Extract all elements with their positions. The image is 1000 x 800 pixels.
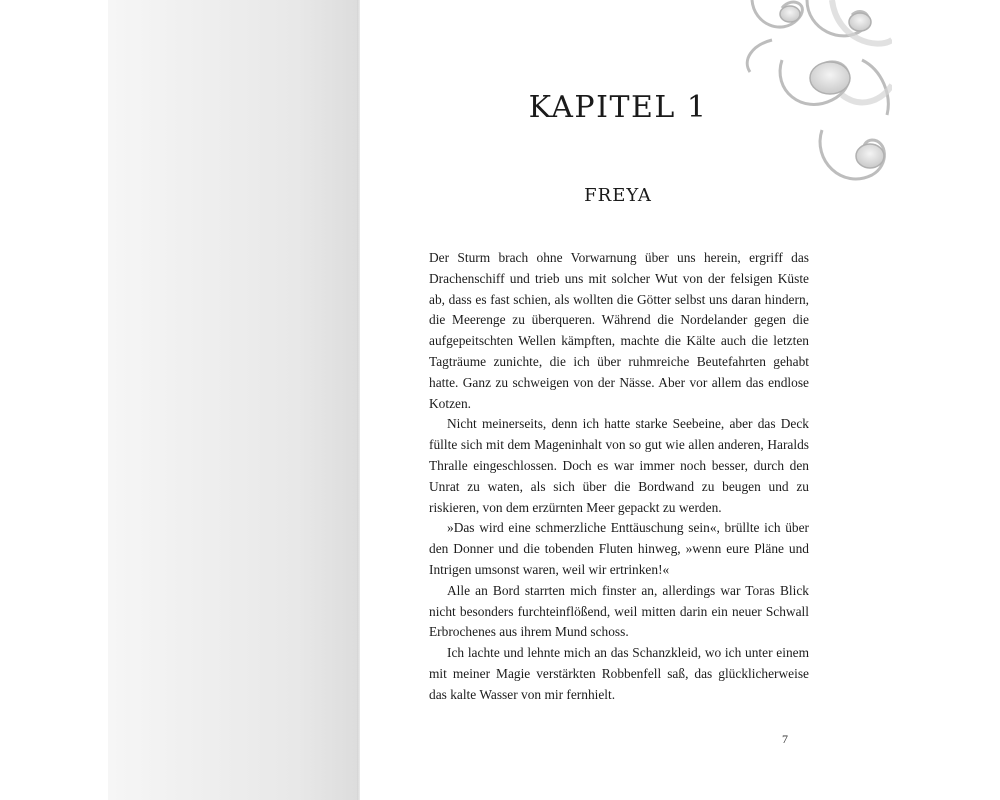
paragraph: Ich lachte und lehnte mich an das Schanzkleid, wo ich unter einem mit meiner Magie verstärkten Robbenfell saß, das glücklicherweise das kalte Wasser von mir fernhielt. — [429, 645, 809, 702]
paragraph: Der Sturm brach ohne Vorwarnung über uns herein, ergriff das Drachenschiff und trieb uns mit solcher Wut von der felsigen Küste ab, dass es fast schien, als wollten die Götter selbst uns daran hindern, die Meerenge zu überqueren. Während die Nordelander gegen die aufgepeitschten Wellen kämpften, machte die Kälte auch die letzten Tagträume zunichte, die ich über ruhmreiche Beutefahrten gehabt hatte. Ganz zu schweigen von der Nässe. Aber vor allem das endlose Kotzen. — [429, 250, 809, 411]
paragraph: Nicht meinerseits, denn ich hatte starke Seebeine, aber das Deck füllte sich mit dem Mageninhalt von so gut wie allen anderen, Haralds Thralle eingeschlossen. Doch es war immer noch besser, durch den Unrat zu waten, als sich über die Bordwand zu beugen und zu riskieren, von dem erzürnten Meer gepackt zu werden. — [429, 416, 809, 515]
chapter-body — [429, 248, 809, 706]
page-number: 7 — [782, 732, 788, 746]
paragraph: »Das wird eine schmerzliche Enttäuschung sein«, brüllte ich über den Donner und die tobenden Fluten hinweg, »wenn eure Pläne und Intrigen umsonst waren, weil wir ertrinken!« — [429, 520, 809, 577]
paragraph: Alle an Bord starrten mich finster an, allerdings war Toras Blick nicht besonders furchteinflößend, weil mitten darin ein neuer Schwall Erbrochenes aus ihrem Mund schoss. — [429, 582, 809, 640]
right-page — [360, 0, 892, 800]
left-page — [108, 0, 360, 800]
chapter-title: KAPITEL 1 — [528, 90, 708, 125]
character-name: FREYA — [584, 185, 652, 206]
